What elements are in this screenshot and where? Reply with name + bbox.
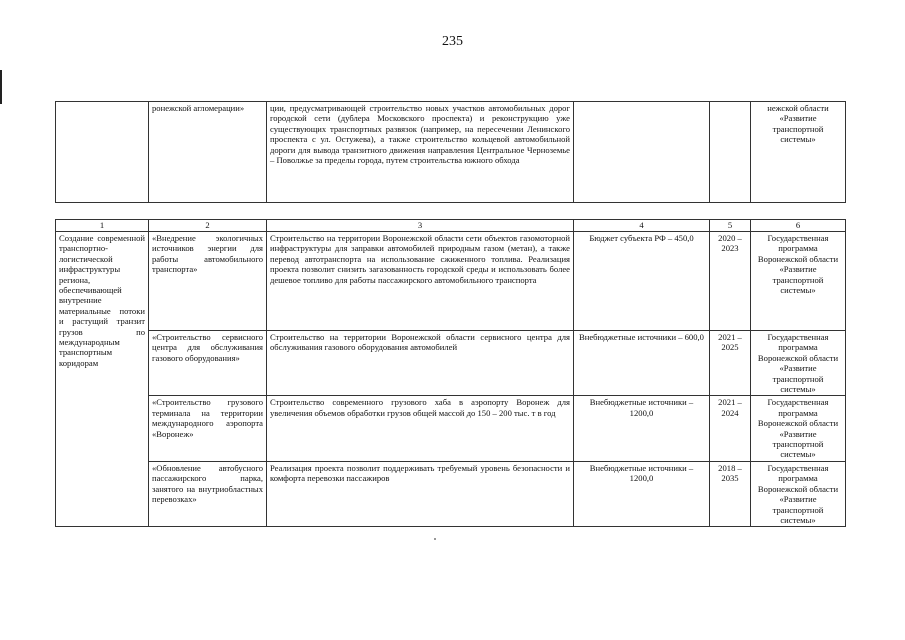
table-row [56, 461, 846, 526]
continuation-funding-cell [574, 102, 710, 203]
description-cell: Строительство современного грузового хаба в аэропорту Воронеж для увеличения объемов обработки грузов общей массой до 150 – 200 тыс. т в год [267, 396, 574, 461]
table-row [56, 396, 846, 461]
header-cell-2: 2 [149, 220, 267, 232]
header-cell-4: 4 [574, 220, 710, 232]
projects-table [55, 219, 846, 527]
header-cell-3: 3 [267, 220, 574, 232]
header-cell-1: 1 [56, 220, 149, 232]
project-cell: «Строительство сервисного центра для обслуживания газового оборудования» [149, 331, 267, 396]
goal-cell: Создание современной транспортно-логистической инфраструктуры региона, обеспечивающей внутренние материальные потоки и растущий транзит грузов по международным транспортным коридорам [56, 232, 149, 527]
continuation-row [56, 102, 846, 203]
description-cell: Строительство на территории Воронежской области сервисного центра для обслуживания газового оборудования автомобилей [267, 331, 574, 396]
period-cell: 2021 – 2024 [710, 396, 751, 461]
program-cell: Государственная программа Воронежской области «Развитие транспортной системы» [751, 461, 846, 526]
funding-cell: Внебюджетные источники – 1200,0 [574, 396, 710, 461]
program-cell: Государственная программа Воронежской области «Развитие транспортной системы» [751, 396, 846, 461]
page-number: 235 [442, 34, 463, 49]
continuation-period-cell [710, 102, 751, 203]
continuation-table [55, 101, 846, 203]
funding-cell: Бюджет субъекта РФ – 450,0 [574, 232, 710, 331]
program-cell: Государственная программа Воронежской области «Развитие транспортной системы» [751, 331, 846, 396]
period-cell: 2020 – 2023 [710, 232, 751, 331]
description-cell: Строительство на территории Воронежской области сети объектов газомоторной инфраструктуры для заправки автомобилей природным газом (метан), а также перевод автотранспорта на использование сжиженного топлива. Реализация проекта позволит снизить загазованность городской среды и использовать более дешевое топливо для работы пассажирского автомобильного транспорта [267, 232, 574, 331]
project-cell: «Внедрение экологичных источников энергии для работы автомобильного транспорта» [149, 232, 267, 331]
scan-edge-mark [0, 70, 2, 104]
continuation-program-cell: нежской области «Развитие транспортной системы» [751, 102, 846, 203]
header-cell-5: 5 [710, 220, 751, 232]
description-cell: Реализация проекта позволит поддерживать требуемый уровень безопасности и комфорта перевозки пассажиров [267, 461, 574, 526]
header-row [56, 220, 846, 232]
period-cell: 2021 – 2025 [710, 331, 751, 396]
continuation-project-cell: ронежской агломерации» [149, 102, 267, 203]
continuation-col1-cell [56, 102, 149, 203]
table-row [56, 331, 846, 396]
funding-cell: Внебюджетные источники – 1200,0 [574, 461, 710, 526]
project-cell: «Обновление автобусного пассажирского парка, занятого на внутриобластных перевозках» [149, 461, 267, 526]
header-cell-6: 6 [751, 220, 846, 232]
funding-cell: Внебюджетные источники – 600,0 [574, 331, 710, 396]
period-cell: 2018 – 2035 [710, 461, 751, 526]
project-cell: «Строительство грузового терминала на территории международного аэропорта «Воронеж» [149, 396, 267, 461]
program-cell: Государственная программа Воронежской области «Развитие транспортной системы» [751, 232, 846, 331]
table-row [56, 232, 846, 331]
continuation-description-cell: ции, предусматривающей строительство новых участков автомобильных дорог городской сети (дублера Московского проспекта) и реконструкцию уже существующих транспортных развязок (например, на пересечении Ленинского проспекта с ул. Остужева), а также строительство кольцевой автомобильной дороги для вывода транзитного движения направления Центральное Черноземье – Поволжье за пределы города, путем строительства южного обхода [267, 102, 574, 203]
scan-speck [434, 538, 436, 540]
